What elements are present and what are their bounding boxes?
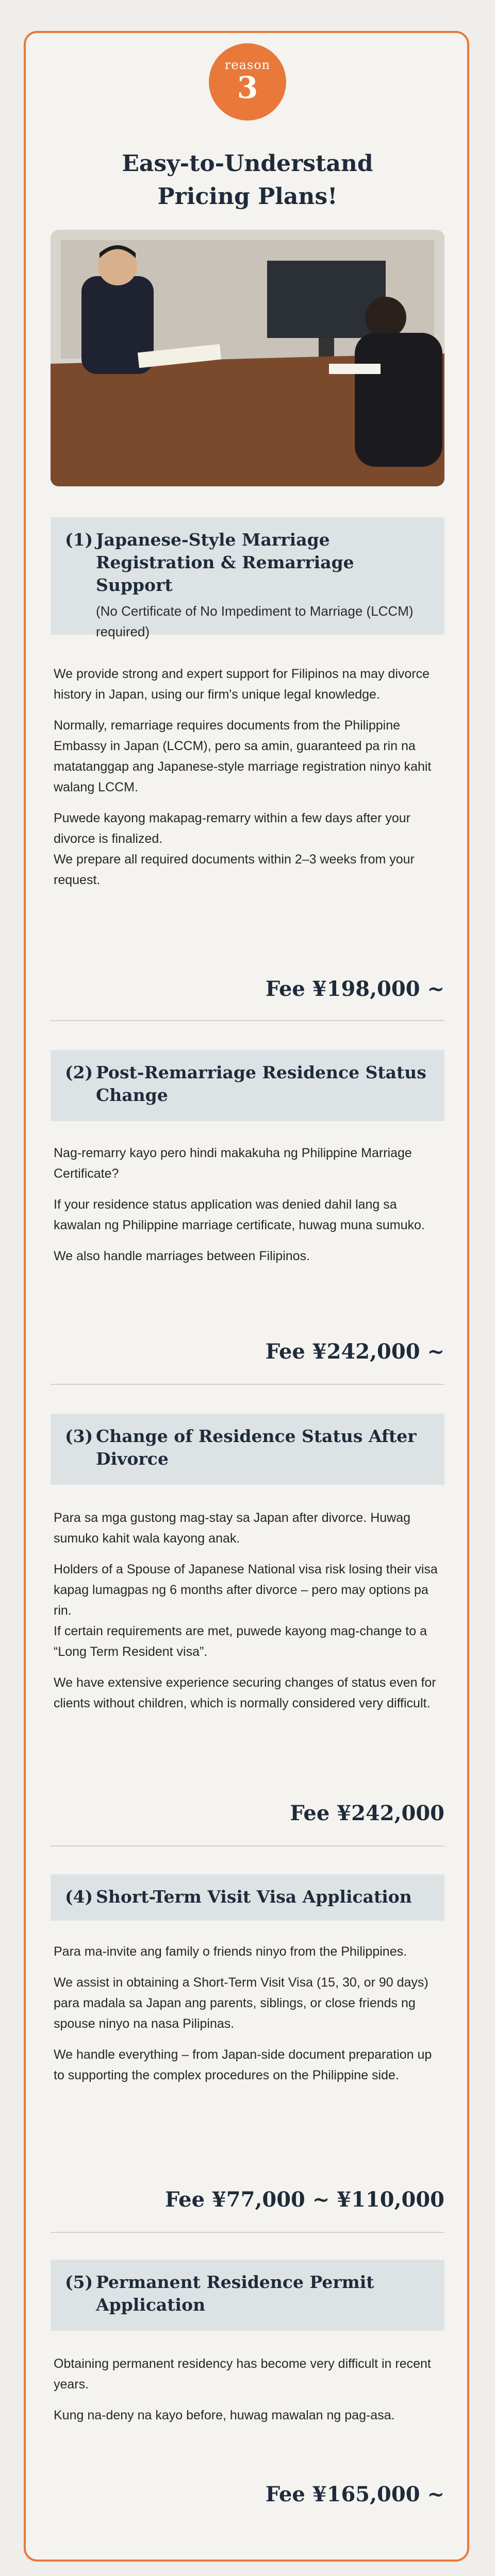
section-1-fee: Fee ¥198,000 ~ — [265, 977, 444, 1001]
section-5-body — [54, 2353, 446, 2436]
section-3-title-line1: Change of Residence Status After — [96, 1426, 417, 1446]
reason-badge — [209, 43, 286, 121]
section-2-paragraph: If your residence status application was denied dahil lang sa kawalan ng Philippine marriage certificate, huwag muna sumuko. — [54, 1197, 425, 1232]
section-1-subtitle: (No Certificate of No Impediment to Marriage (LCCM) required) — [96, 603, 414, 639]
section-3-body — [54, 1507, 446, 1724]
section-4-paragraph: Para ma-invite ang family o friends ninyo from the Philippines. — [54, 1944, 407, 1959]
section-4-number: (4) — [65, 1887, 93, 1907]
consultation-photo — [51, 230, 444, 486]
section-1-title-line2: Registration & Remarriage Support — [96, 552, 354, 595]
section-2-paragraph: We also handle marriages between Filipinos. — [54, 1249, 310, 1263]
section-4-paragraph: We handle everything – from Japan-side document preparation up to supporting the complex procedures on the Philippine side. — [54, 2047, 432, 2082]
section-2-body — [54, 1143, 446, 1277]
section-4-title-line1: Short-Term Visit Visa Application — [96, 1887, 412, 1907]
section-2-paragraph: Nag-remarry kayo pero hindi makakuha ng Philippine Marriage Certificate? — [54, 1146, 412, 1181]
badge-label: reason — [224, 58, 271, 72]
section-1-header — [51, 517, 444, 639]
section-2-title-line1: Post-Remarriage Residence Status — [96, 1062, 426, 1082]
section-3-paragraph: Para sa mga gustong mag-stay sa Japan after divorce. Huwag sumuko kahit wala kayong anak. — [54, 1511, 411, 1546]
section-5-paragraph: Kung na-deny na kayo before, huwag mawalan ng pag-asa. — [54, 2408, 395, 2422]
page-title-line1: Easy-to-Understand — [122, 150, 373, 177]
section-3-fee: Fee ¥242,000 — [290, 1801, 444, 1825]
section-3-paragraph: We have extensive experience securing changes of status even for clients without children, which is normally considered very difficult. — [54, 1675, 436, 1710]
section-5-title-line2: Application — [96, 2295, 206, 2315]
section-5-paragraph: Obtaining permanent residency has become very difficult in recent years. — [54, 2357, 431, 2392]
section-divider — [51, 2232, 444, 2233]
section-4-header — [51, 1874, 444, 1921]
badge-number: 3 — [237, 70, 258, 105]
section-1-title-line1: Japanese-Style Marriage — [96, 530, 330, 550]
section-1-body — [54, 664, 446, 901]
section-1-number: (1) — [65, 530, 93, 550]
section-5-fee: Fee ¥165,000 ~ — [265, 2482, 444, 2506]
page-title — [62, 147, 433, 213]
section-1-paragraph: Normally, remarriage requires documents from the Philippine Embassy in Japan (LCCM), pero sa amin, guaranteed pa rin na matatanggap ang Japanese-style marriage registration ninyo kahit walang LCCM. — [54, 718, 432, 794]
page-title-line2: Pricing Plans! — [157, 183, 338, 210]
section-divider — [51, 1845, 444, 1846]
section-3-header — [51, 1414, 444, 1485]
section-3-title-line2: Divorce — [96, 1449, 169, 1469]
section-1-paragraph: Puwede kayong makapag-remarry within a few days after your divorce is finalized. We prepare all required documents within 2–3 weeks from your request. — [54, 811, 415, 887]
section-2-fee: Fee ¥242,000 ~ — [265, 1340, 444, 1364]
section-1-paragraph: We provide strong and expert support for Filipinos na may divorce history in Japan, using our firm's unique legal knowledge. — [54, 667, 430, 702]
section-4-body — [54, 1941, 446, 2096]
section-2-header — [51, 1050, 444, 1121]
section-3-number: (3) — [65, 1426, 93, 1446]
section-5-header — [51, 2260, 444, 2331]
section-3-paragraph: Holders of a Spouse of Japanese National visa risk losing their visa kapag lumagpas ng 6 months after divorce – pero may options pa rin. If certain requirements are met, puwede kayong mag-change to a “Long Term Resident visa”. — [54, 1562, 438, 1659]
consultation-illustration — [51, 230, 444, 486]
section-divider — [51, 1384, 444, 1385]
section-2-number: (2) — [65, 1062, 93, 1082]
section-2-title-line2: Change — [96, 1085, 168, 1105]
section-divider — [51, 1020, 444, 1021]
section-5-title-line1: Permanent Residence Permit — [96, 2272, 374, 2292]
section-4-fee: Fee ¥77,000 ~ ¥110,000 — [164, 2188, 444, 2212]
section-5-number: (5) — [65, 2272, 93, 2292]
section-4-paragraph: We assist in obtaining a Short-Term Visit Visa (15, 30, or 90 days) para madala sa Japan ang parents, siblings, or close friends ng spouse ninyo na nasa Pilipinas. — [54, 1975, 428, 2031]
